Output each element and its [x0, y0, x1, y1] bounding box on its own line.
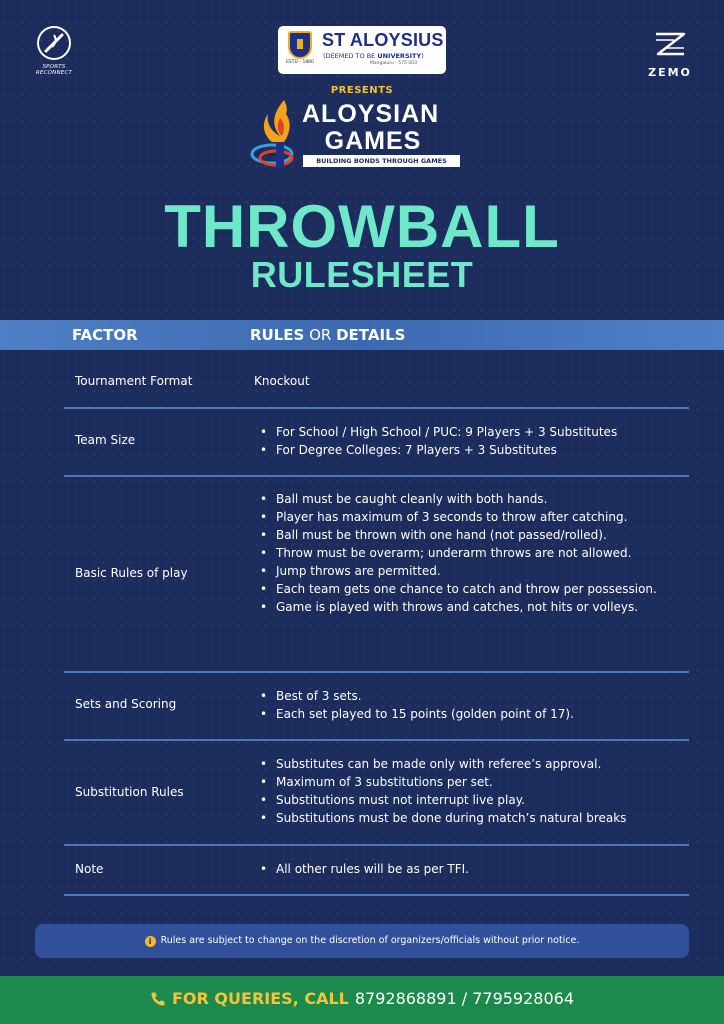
rule-list [260, 687, 680, 723]
list-item: • Each team gets one chance to catch and throw per possession. [260, 580, 680, 598]
list-item: • Maximum of 3 substitutions per set. [260, 773, 680, 791]
sports-reconnect-caption: SPORTS RECONNECT [35, 64, 73, 76]
factor-cell: Substitution Rules [75, 785, 184, 799]
university-crest-icon [285, 31, 315, 69]
page-subtitle: RULESHEET [250, 254, 474, 295]
column-header-factor: FACTOR [72, 326, 138, 344]
university-established: ESTD - 1880 [286, 60, 314, 65]
column-header-rules: RULES OR DETAILS [250, 326, 406, 344]
list-item: • Jump throws are permitted. [260, 562, 680, 580]
disclaimer-notice [35, 924, 689, 958]
detail-cell: Knockout [254, 374, 310, 388]
list-item: • Substitutions must be done during match’s natural breaks [260, 809, 680, 827]
rule-list [260, 490, 680, 616]
list-item: • Substitutes can be made only with referee’s approval. [260, 755, 680, 773]
table-row [64, 409, 689, 477]
list-item: • Ball must be caught cleanly with both hands. [260, 490, 680, 508]
event-tagline: BUILDING BONDS THROUGH GAMES [303, 155, 460, 167]
table-row [64, 673, 689, 741]
list-item: • For School / High School / PUC: 9 Players + 3 Substitutes [260, 423, 680, 441]
list-item: • Each set played to 15 points (golden point of 17). [260, 705, 680, 723]
factor-cell: Basic Rules of play [75, 566, 188, 580]
university-location: Mangaluru - 575 003 [370, 61, 418, 66]
list-item: • Player has maximum of 3 seconds to throw after catching. [260, 508, 680, 526]
aloysian-games-logo [250, 96, 464, 176]
list-item: • For Degree Colleges: 7 Players + 3 Substitutes [260, 441, 680, 459]
university-subtitle: (DEEMED TO BE UNIVERSITY) [323, 52, 424, 60]
list-item: • Best of 3 sets. [260, 687, 680, 705]
zemo-logo [642, 28, 698, 78]
factor-cell: Note [75, 862, 104, 876]
contact-numbers[interactable]: 8792868891 / 7795928064 [354, 989, 574, 1008]
event-name-line2: GAMES [324, 127, 422, 155]
list-item: • Throw must be overarm; underarm throws are not allowed. [260, 544, 680, 562]
page-title: THROWBALL [164, 193, 560, 260]
sports-reconnect-mark-icon [37, 26, 71, 60]
torch-icon [250, 96, 302, 174]
sports-reconnect-logo [28, 26, 80, 78]
factor-cell: Team Size [75, 433, 136, 447]
table-header [0, 320, 724, 350]
rule-list [260, 423, 680, 459]
contact-footer [0, 976, 724, 1024]
st-aloysius-badge [278, 26, 446, 74]
rule-list [260, 755, 680, 827]
rule-list [260, 860, 680, 878]
info-icon: i [145, 936, 156, 947]
phone-icon [150, 991, 166, 1007]
presents-label: PRESENTS [330, 85, 394, 96]
zemo-z-icon [652, 28, 688, 60]
disclaimer-text: Rules are subject to change on the discretion of organizers/officials without prior notice. [160, 935, 580, 946]
list-item: • Ball must be thrown with one hand (not passed/rolled). [260, 526, 680, 544]
factor-cell: Tournament Format [75, 374, 193, 388]
list-item: • Substitutions must not interrupt live play. [260, 791, 680, 809]
list-item: • Game is played with throws and catches, not hits or volleys. [260, 598, 680, 616]
list-item: • All other rules will be as per TFI. [260, 860, 680, 878]
university-name: ST ALOYSIUS [322, 30, 444, 50]
zemo-caption: ZEMO [648, 66, 692, 79]
table-row [64, 846, 689, 896]
event-name-line1: ALOYSIAN [302, 100, 440, 128]
table-row [64, 360, 689, 409]
footer-label: FOR QUERIES, CALL [172, 989, 349, 1008]
factor-cell: Sets and Scoring [75, 697, 177, 711]
table-row [64, 741, 689, 846]
table-row [64, 477, 689, 673]
